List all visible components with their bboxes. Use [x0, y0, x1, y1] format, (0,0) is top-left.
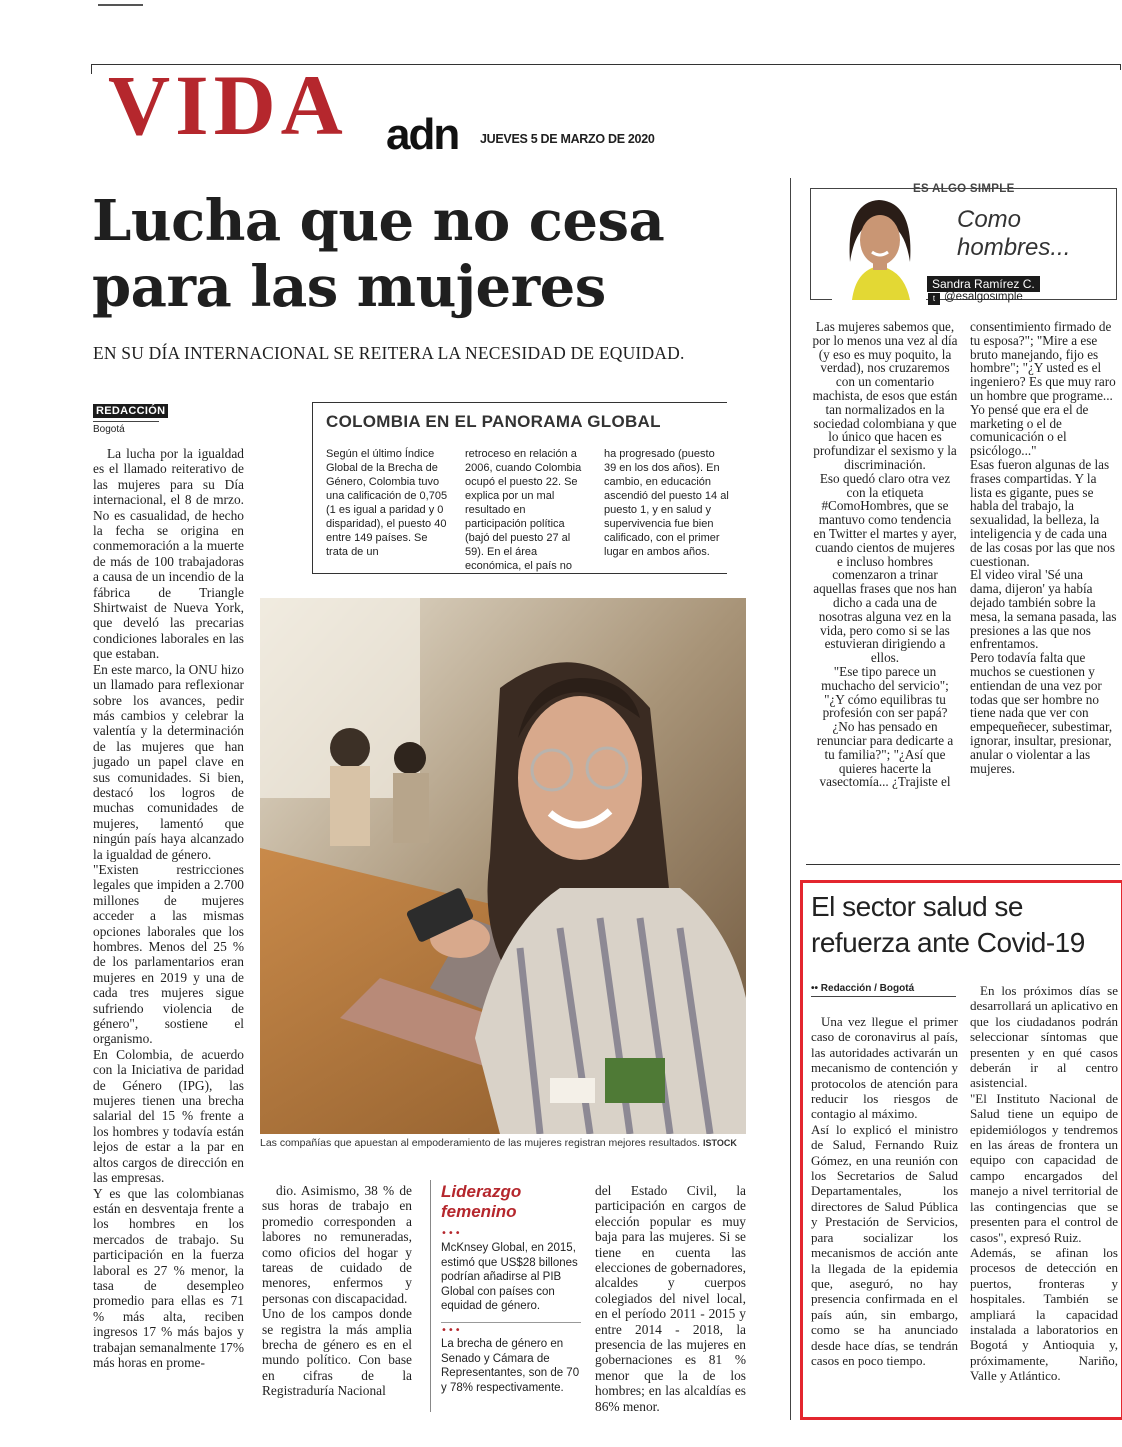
global-panorama-col-2: retroceso en relación a 2006, cuando Colombia ocupó el puesto 22. Se explica por un mal resultado en participación política (bajó del puesto 27 al 59). En el área económica, el país no — [465, 448, 582, 572]
author-handle-text: @esalgosimple — [944, 291, 1023, 303]
photo-caption — [260, 1137, 737, 1149]
liderazgo-separator — [441, 1322, 581, 1323]
liderazgo-divider — [430, 1180, 431, 1412]
issue-date: JUEVES 5 DE MARZO DE 2020 — [480, 132, 655, 146]
liderazgo-dots-2: ••• — [441, 1325, 462, 1336]
author-photo-icon — [832, 192, 926, 300]
salud-headline: El sector salud se refuerza ante Covid-19 — [811, 891, 1085, 958]
liderazgo-item-1: McKnsey Global, en 2015, estimó que US$28 billones podrían añadirse al PIB Global con países con equidad de género. — [441, 1242, 578, 1312]
salud-col-1: Una vez llegue el primer caso de coronavirus al país, las autoridades activarán un mecanismo de contención y protocolos de atención para reducir los riesgos de contagio al máximo. Así lo explicó el ministro de Salud, Fernando Ruiz Gómez, en una reunión con los Secretarios de Salud Departamentales, los directores de Salud Pública y Prestación de Servicios, para socializar los mecanismos de acción ante la llegada de la epidemia que, aseguró, no hay presencia confirmada en el país aún, sin embargo, como se ha anunciado desde hace días, se tendrán casos en poco tiempo. — [811, 1014, 958, 1368]
byline — [93, 399, 168, 435]
author-portrait — [832, 192, 926, 300]
photo-credit: ISTOCK — [703, 1138, 737, 1148]
liderazgo-dots: ••• — [441, 1228, 462, 1239]
article-photo — [260, 598, 746, 1134]
column-col-2: consentimiento firmado de tu esposa?"; "Mire a ese bruto manejando, fijo es hombre"; "¿Y usted es el ingeniero? Es que muy raro un hombre que programe... Yo pensé que era el de marketing o el de comunicación o el psicólogo..." Esas fueron algunas de las frases compartidas. Y la lista es gigante, pues se habla del trabajo, la sexualidad, la belleza, la inteligencia y de cada una de las cosas por las que nos cuestionan. El video viral 'Sé una dama, dijeron' ya había dejado también sobre la mesa, la semana pasada, las presiones a las que nos enfrentamos. Pero todavía falta que muchos se cuestionen y entiendan de una vez por todas que ser hombre no tiene nada que ver con empequeñecer, subestimar, ignorar, insultar, presionar, anular o violentar a las mujeres. — [970, 319, 1117, 776]
liderazgo-item-2: La brecha de género en Senado y Cámara de Representantes, son de 70 y 78% respectivamente. — [441, 1338, 580, 1394]
column-end-rule — [806, 864, 1120, 865]
global-panorama-col-3: ha progresado (puesto 39 en los dos años). En cambio, en educación ascendió del puesto 14 al puesto 1, y en salud y supervivencia fue bien calificado, con el primer lugar en ambos años. — [604, 448, 729, 558]
frame-left-tick — [91, 64, 92, 74]
global-panorama-title: COLOMBIA EN EL PANORAMA GLOBAL — [326, 412, 661, 431]
headline: Lucha que no cesa para las mujeres — [92, 188, 665, 320]
article-col-1: La lucha por la igualdad es el llamado reiterativo de las mujeres para su Día internacional, el 8 de mrzo. No es casualidad, de hecho la fecha se origina en conmemoración a la muerte de más de 100 trabajadoras a causa de un incendio de la fábrica de Triangle Shirtwaist de Nueva York, que develó las precarias condiciones laborales en las que estaban. En este marco, la ONU hizo un llamado para reflexionar sobre los avances, pedir más cambios y celebrar la valentía y la determinación de las mujeres que han jugado un papel clave en sus comunidades. Si bien, destacó los logros de muchas comunidades de mujeres, lamentó que ningún país haya alcanzado la igualdad de género. "Existen restricciones legales que impiden a 2.700 millones de mujeres acceder a las mismas opciones laborales que los hombres. Menos del 25 % de los parlamentarios eran mujeres en 2019 y una de cada tres mujeres sigue sufriendo violencia de género", sostiene el organismo. En Colombia, de acuerdo con la Iniciativa de paridad de Género (IPG), las mujeres tienen una brecha salarial del 15 % frente a los hombres y todavía están lejos de estar a la par en altos cargos de dirección en las empresas. Y es que las colombianas están en desventaja frente a los hombres en los mercados de trabajo. Su participación en la fuerza laboral es 27 % menor, la tasa de desempleo promedio para ellas es 71 % más alta, reciben ingresos 17 % más bajos y trabajan semanalmente 17% más horas en prome- — [93, 446, 244, 1370]
author-handle[interactable] — [928, 291, 1023, 305]
column-title: Como hombres... — [957, 206, 1071, 261]
adn-logo: adn — [386, 110, 459, 159]
photo-caption-text: Las compañías que apuestan al empoderamiento de las mujeres registran mejores resultados. — [260, 1137, 701, 1149]
salud-byline: •• Redacción / Bogotá — [811, 983, 956, 997]
top-rule — [98, 4, 143, 6]
frame-right-tick — [1120, 64, 1121, 70]
global-panorama-col-1: Según el último Índice Global de la Brecha de Género, Colombia tuvo una calificación de 0,705 (1 es igual a paridad y 0 disparidad), el puesto 40 entre 149 países. Se trata de un — [326, 448, 448, 558]
subhead: EN SU DÍA INTERNACIONAL SE REITERA LA NECESIDAD DE EQUIDAD. — [93, 343, 685, 363]
column-label: ES ALGO SIMPLE — [913, 183, 1015, 195]
byline-author: REDACCIÓN — [93, 404, 168, 418]
column-divider — [790, 178, 791, 1420]
column-col-1: Las mujeres sabemos que, por lo menos una vez al día (y eso es muy poquito, la verdad), nos cruzaremos con un comentario machista, de esos que están tan normalizados en la sociedad colombiana y que lo único que hacen es profundizar el sexismo y la discriminación. Eso quedó claro otra vez con la etiqueta #ComoHombres, que se mantuvo como tendencia en Twitter el martes y ayer, cuando cientos de mujeres e incluso hombres comenzaron a trinar aquellas frases que nos han dicho a cada una de nosotras alguna vez en la vida, pero como si se las estuvieran dirigiendo a ellos. "Ese tipo parece un muchacho del servicio"; "¿Y cómo equilibras tu profesión con ser papá? ¿No has pensado en renunciar para dedicarte a tu familia?"; "¿Así que quieres hacerte la vasectomía... ¿Trajiste el — [812, 319, 958, 790]
salud-col-2: En los próximos días se desarrollará un aplicativo en que los ciudadanos podrán seleccionar síntomas que presenten y en qué casos deberán ir al centro asistencial. "El Instituto Nacional de Salud tiene un equipo de epidemiólogos y tendremos en las áreas de frontera un equipo con capacidad de campo encargados del manejo a nivel territorial de las contingencias que se presenten para el control de casos", expresó Ruiz. Además, se afinan los procesos de detección en puertos, fronteras y hospitales. También se ampliará la capacidad instalada a laboratorios en Bogotá y Antioquia y, próximamente, Nariño, Valle y Atlántico. — [970, 983, 1118, 1384]
liderazgo-title: Liderazgo femenino — [441, 1182, 522, 1221]
article-col-4: del Estado Civil, la participación en cargos de elección popular es muy baja para las mujeres. Si se tiene en cuenta las elecciones de gobernadores, alcaldes y cuerpos colegiados del nivel local, en el período 2011 - 2015 y entre 2014 - 2018, la presencia de las mujeres en gobernaciones es 81 % menor que la de los hombres; en las alcaldías es 86% menor. — [595, 1183, 746, 1414]
section-title: VIDA — [108, 57, 348, 153]
byline-city: Bogotá — [93, 421, 159, 435]
woman-with-laptop-illustration — [260, 598, 746, 1134]
article-col-2: dio. Asimismo, 38 % de sus horas de trabajo en promedio corresponden a labores no remuneradas, como oficios del hogar y tareas de cuidado de menores, enfermos y personas con discapacidad. Uno de los campos donde se registra la más amplia brecha de género es en el mundo político. Con base en cifras de la Registraduría Nacional — [262, 1183, 412, 1399]
twitter-icon: t — [928, 293, 940, 305]
column-author: Sandra Ramírez C. — [927, 276, 1040, 292]
